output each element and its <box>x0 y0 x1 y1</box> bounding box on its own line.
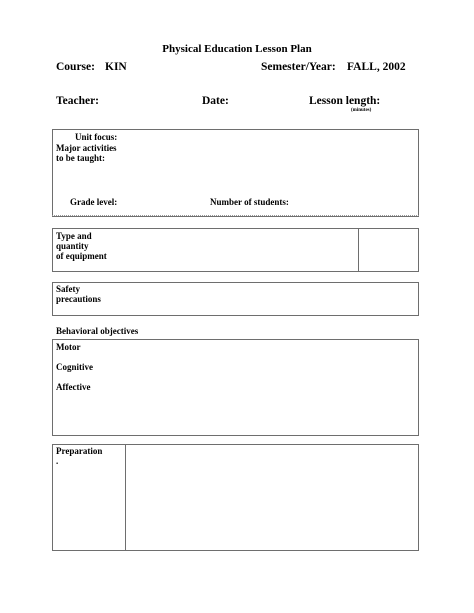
safety-box <box>52 282 419 316</box>
unit-focus-label: Unit focus: <box>75 132 118 142</box>
objectives-box <box>52 339 419 436</box>
page-title: Physical Education Lesson Plan <box>162 43 312 55</box>
grade-level-label: Grade level: <box>70 197 118 207</box>
affective-label: Affective <box>56 382 91 392</box>
behavioral-objectives-heading: Behavioral objectives <box>56 326 139 336</box>
preparation-box-divider <box>125 444 126 551</box>
motor-label: Motor <box>56 342 81 352</box>
date-label: Date: <box>202 95 229 107</box>
equipment-label-3: of equipment <box>56 251 107 261</box>
safety-label-2: precautions <box>56 294 101 304</box>
safety-label-1: Safety <box>56 284 80 294</box>
preparation-box <box>52 444 419 551</box>
semester-value: FALL, 2002 <box>347 61 406 73</box>
course-label: Course: <box>56 61 95 73</box>
number-of-students-label: Number of students: <box>210 197 289 207</box>
unit-box-bottom-rule <box>52 215 419 216</box>
course-value: KIN <box>105 61 127 73</box>
teacher-label: Teacher: <box>56 95 100 107</box>
preparation-label: Preparation <box>56 446 103 456</box>
equipment-box-divider <box>358 228 359 272</box>
equipment-label-1: Type and <box>56 231 92 241</box>
equipment-label-2: quantity <box>56 241 89 251</box>
major-activities-label-2: to be taught: <box>56 153 105 163</box>
semester-label: Semester/Year: <box>261 61 336 73</box>
major-activities-label-1: Major activities <box>56 143 117 153</box>
cognitive-label: Cognitive <box>56 362 93 372</box>
lesson-length-unit: (minutes) <box>351 108 372 113</box>
equipment-box <box>52 228 419 272</box>
lesson-length-label: Lesson length: <box>309 95 381 107</box>
preparation-bullet: . <box>56 456 59 466</box>
